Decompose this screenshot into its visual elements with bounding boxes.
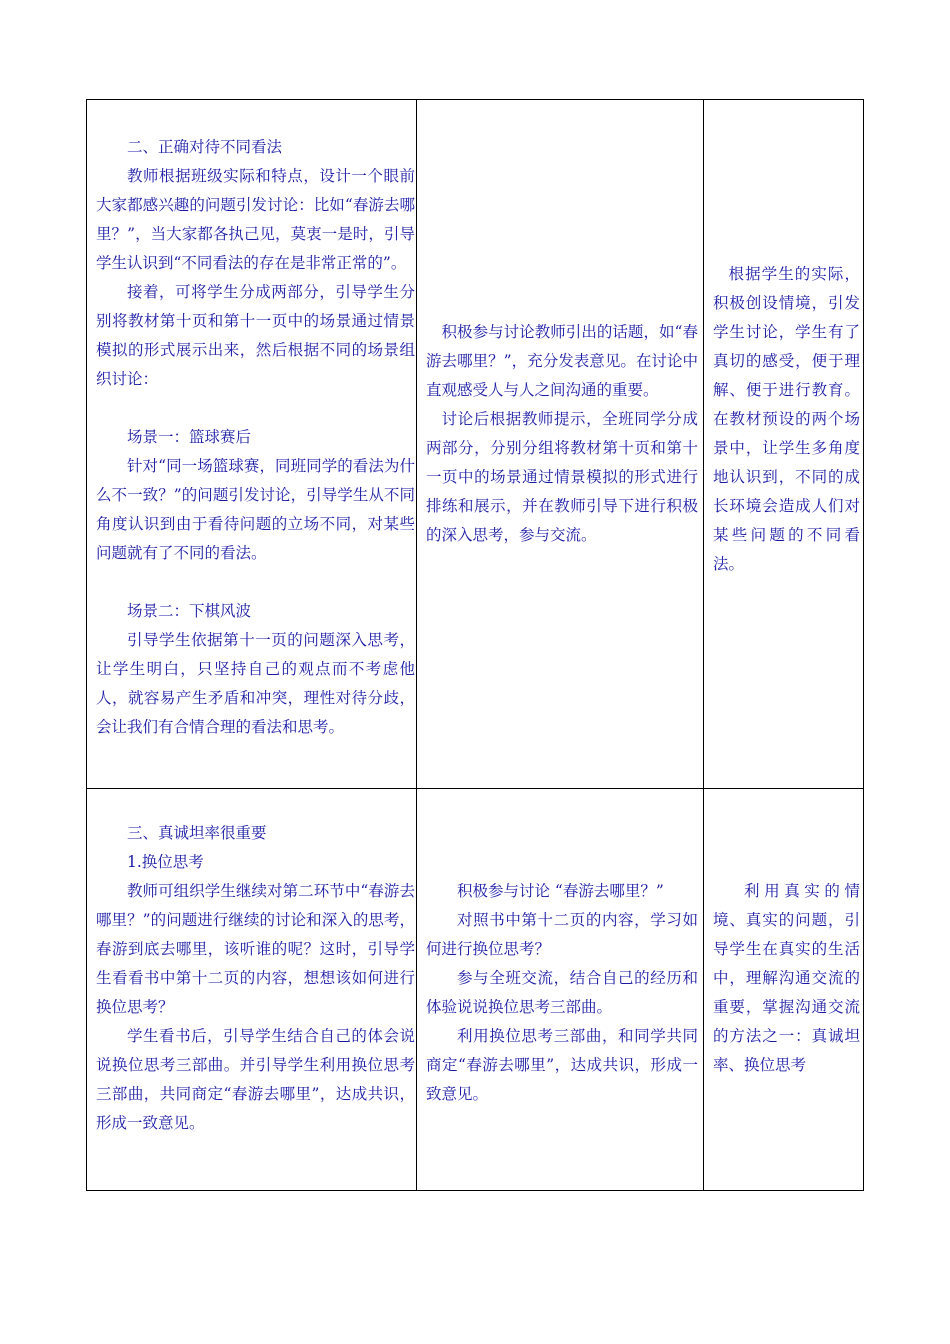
- section-heading: 二、正确对待不同看法: [127, 138, 283, 156]
- table-row: [87, 100, 864, 789]
- paragraph: 利用换位思考三部曲，和同学共同商定“春游去哪里”，达成共识，形成一致意见。: [426, 1027, 698, 1103]
- paragraph: 讨论后根据教师提示，全班同学分成两部分，分别分组将教材第十页和第十一页中的场景通过情景模拟的形式进行排练和展示，并在教师引导下进行积极的深入思考，参与交流。: [426, 410, 698, 544]
- paragraph: 接着，可将学生分成两部分，引导学生分别将教材第十页和第十一页中的场景通过情景模拟的形式展示出来，然后根据不同的场景组织讨论：: [96, 283, 415, 388]
- paragraph: 根据学生的实际，积极创设情境，引发学生讨论，学生有了真切的感受，便于理解、便于进行教育。在教材预设的两个场景中，让学生多角度地认识到，不同的成长环境会造成人们对某些问题的不同看法。: [713, 265, 860, 573]
- paragraph: 引导学生依据第十一页的问题深入思考，让学生明白，只坚持自己的观点而不考虑他人，就容易产生矛盾和冲突，理性对待分歧，会让我们有合情合理的看法和思考。: [96, 631, 415, 736]
- section-heading: 三、真诚坦率很重要: [127, 824, 267, 842]
- scene-title: 场景一：篮球赛后: [127, 428, 252, 446]
- paragraph: 针对“同一场篮球赛，同班同学的看法为什么不一致？”的问题引发讨论，引导学生从不同角度认识到由于看待问题的立场不同，对某些问题就有了不同的看法。: [96, 457, 415, 562]
- student-activity-cell: [417, 789, 704, 1191]
- design-intent-cell: [704, 789, 864, 1191]
- paragraph: 积极参与讨论教师引出的话题，如“春游去哪里？”，充分发表意见。在讨论中直观感受人与人之间沟通的重要。: [426, 323, 698, 399]
- paragraph: 积极参与讨论 “春游去哪里？”: [457, 882, 664, 900]
- scene-title: 场景二：下棋风波: [127, 602, 252, 620]
- paragraph: 教师可组织学生继续对第二环节中“春游去哪里？”的问题进行继续的讨论和深入的思考，春游到底去哪里，该听谁的呢？这时，引导学生看看书中第十二页的内容，想想该如何进行换位思考？: [96, 882, 415, 1016]
- paragraph: 参与全班交流，结合自己的经历和体验说说换位思考三部曲。: [426, 969, 698, 1016]
- design-intent-cell: [704, 100, 864, 789]
- teacher-activity-cell: [87, 100, 417, 789]
- student-activity-cell: [417, 100, 704, 789]
- table-row: [87, 789, 864, 1191]
- paragraph: 对照书中第十二页的内容，学习如何进行换位思考？: [426, 911, 698, 958]
- paragraph: 利用真实的情境、真实的问题，引导学生在真实的生活中，理解沟通交流的重要，掌握沟通交流的方法之一：真诚坦率、换位思考: [713, 882, 860, 1074]
- teacher-activity-cell: [87, 789, 417, 1191]
- paragraph: 教师根据班级实际和特点，设计一个眼前大家都感兴趣的问题引发讨论：比如“春游去哪里？”，当大家都各执己见，莫衷一是时，引导学生认识到“不同看法的存在是非常正常的”。: [96, 167, 415, 272]
- paragraph: 学生看书后，引导学生结合自己的体会说说换位思考三部曲。并引导学生利用换位思考三部曲，共同商定“春游去哪里”，达成共识，形成一致意见。: [96, 1027, 415, 1132]
- lesson-plan-table: [86, 99, 864, 1191]
- sub-heading: 1.换位思考: [127, 853, 204, 871]
